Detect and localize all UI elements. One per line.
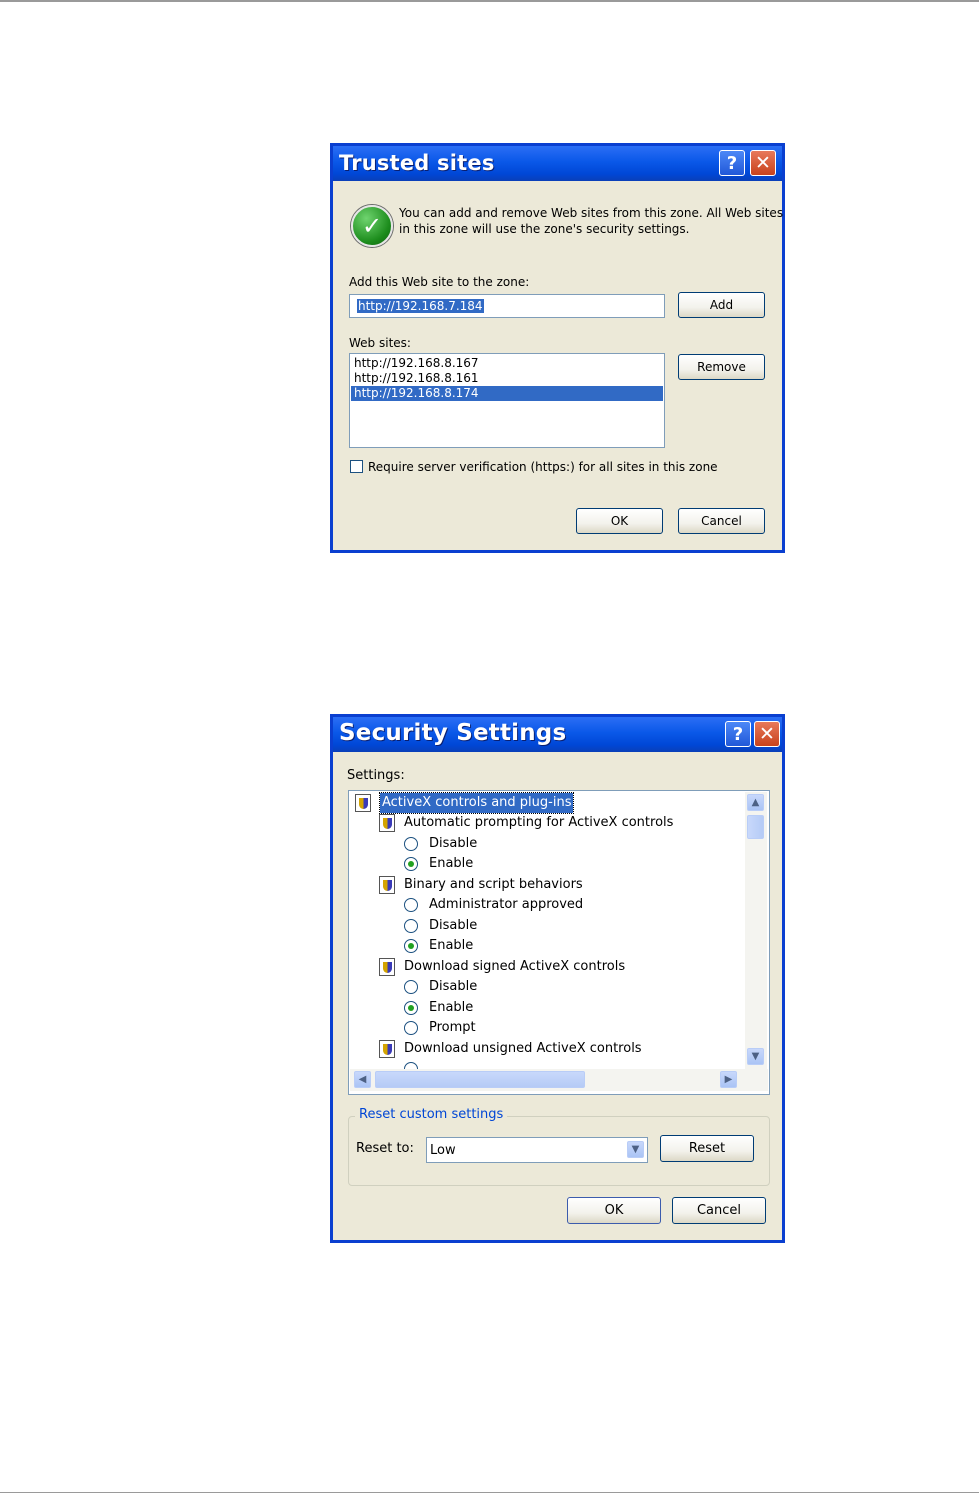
- vertical-scroll-thumb[interactable]: [747, 815, 764, 839]
- radio-button[interactable]: [404, 939, 418, 953]
- title-bar[interactable]: [333, 146, 782, 181]
- tree-option-label: Administrator approved: [429, 897, 584, 912]
- require-https-checkbox[interactable]: [350, 460, 363, 473]
- tree-option-label: Enable: [429, 938, 474, 953]
- web-sites-list[interactable]: [349, 353, 665, 448]
- ok-button[interactable]: OK: [576, 508, 663, 534]
- tree-option[interactable]: [404, 854, 704, 874]
- list-item[interactable]: http://192.168.8.167: [354, 356, 479, 370]
- security-setting-icon: [355, 794, 371, 812]
- settings-tree[interactable]: [348, 790, 770, 1095]
- tree-option-label: Disable: [429, 836, 478, 851]
- tree-category[interactable]: [355, 793, 735, 813]
- reset-to-dropdown[interactable]: [426, 1137, 648, 1163]
- tree-setting-label: Binary and script behaviors: [404, 877, 583, 892]
- cancel-button[interactable]: Cancel: [672, 1197, 766, 1224]
- dialog-title: Trusted sites: [339, 151, 495, 175]
- tree-option[interactable]: [404, 998, 704, 1018]
- tree-option[interactable]: [404, 916, 704, 936]
- chevron-down-icon[interactable]: ▼: [627, 1141, 644, 1158]
- horizontal-scrollbar[interactable]: [350, 1069, 768, 1091]
- radio-button[interactable]: [404, 898, 418, 912]
- tree-option-label: Enable: [429, 1000, 474, 1015]
- help-icon[interactable]: ?: [725, 721, 751, 747]
- dialog-title: Security Settings: [339, 720, 567, 746]
- security-setting-icon: [379, 1040, 395, 1058]
- radio-button[interactable]: [404, 919, 418, 933]
- settings-label: Settings:: [347, 768, 405, 783]
- scroll-right-icon[interactable]: ▶: [720, 1071, 737, 1088]
- add-site-label: Add this Web site to the zone:: [349, 275, 530, 289]
- help-icon[interactable]: ?: [719, 150, 745, 176]
- horizontal-scroll-thumb[interactable]: [375, 1071, 585, 1088]
- tree-setting[interactable]: [379, 957, 739, 977]
- security-setting-icon: [379, 958, 395, 976]
- tree-option[interactable]: [404, 977, 704, 997]
- security-setting-icon: [379, 876, 395, 894]
- tree-setting[interactable]: [379, 875, 739, 895]
- tree-option-label: Disable: [429, 979, 478, 994]
- tree-setting[interactable]: [379, 813, 739, 833]
- check-icon: ✓: [351, 205, 393, 247]
- reset-group-label: Reset custom settings: [355, 1107, 507, 1122]
- title-bar[interactable]: [333, 717, 782, 752]
- radio-button[interactable]: [404, 857, 418, 871]
- tree-option-label: Disable: [429, 918, 478, 933]
- scroll-left-icon[interactable]: ◀: [354, 1071, 371, 1088]
- require-https-label: Require server verification (https:) for all sites in this zone: [368, 460, 718, 474]
- tree-category-label: ActiveX controls and plug-ins: [380, 793, 573, 813]
- zone-description-line-2: in this zone will use the zone's security settings.: [399, 222, 690, 236]
- ok-button[interactable]: OK: [567, 1197, 661, 1224]
- page-top-rule: [0, 0, 979, 2]
- tree-setting-label: Automatic prompting for ActiveX controls: [404, 815, 674, 830]
- vertical-scrollbar[interactable]: [745, 792, 767, 1069]
- list-item[interactable]: http://192.168.8.161: [354, 371, 479, 385]
- security-setting-icon: [379, 814, 395, 832]
- tree-option[interactable]: [404, 895, 704, 915]
- tree-setting[interactable]: [379, 1039, 739, 1059]
- zone-description-line-1: You can add and remove Web sites from this zone. All Web sites: [399, 206, 784, 220]
- tree-setting-label: Download unsigned ActiveX controls: [404, 1041, 642, 1056]
- web-sites-label: Web sites:: [349, 336, 411, 350]
- cancel-button[interactable]: Cancel: [678, 508, 765, 534]
- trusted-sites-dialog: [330, 143, 785, 553]
- page-bottom-rule: [0, 1492, 979, 1493]
- radio-button[interactable]: [404, 837, 418, 851]
- list-item[interactable]: http://192.168.8.174: [351, 386, 663, 401]
- reset-to-value: Low: [430, 1143, 456, 1158]
- reset-to-label: Reset to:: [356, 1141, 414, 1156]
- reset-button[interactable]: Reset: [660, 1135, 754, 1162]
- radio-button[interactable]: [404, 980, 418, 994]
- close-icon[interactable]: ✕: [750, 150, 776, 176]
- radio-button[interactable]: [404, 1001, 418, 1015]
- tree-option[interactable]: [404, 936, 704, 956]
- add-site-value: http://192.168.7.184: [358, 299, 483, 313]
- scroll-up-icon[interactable]: ▲: [747, 794, 764, 811]
- tree-option[interactable]: [404, 834, 704, 854]
- radio-button[interactable]: [404, 1021, 418, 1035]
- tree-option[interactable]: [404, 1018, 704, 1038]
- tree-option-label: Enable: [429, 856, 474, 871]
- tree-option-label: Prompt: [429, 1020, 476, 1035]
- tree-setting-label: Download signed ActiveX controls: [404, 959, 626, 974]
- security-settings-dialog: [330, 714, 785, 1243]
- add-site-input[interactable]: [349, 294, 665, 318]
- close-icon[interactable]: ✕: [754, 721, 780, 747]
- add-button[interactable]: Add: [678, 292, 765, 318]
- scroll-down-icon[interactable]: ▼: [747, 1048, 764, 1065]
- remove-button[interactable]: Remove: [678, 354, 765, 380]
